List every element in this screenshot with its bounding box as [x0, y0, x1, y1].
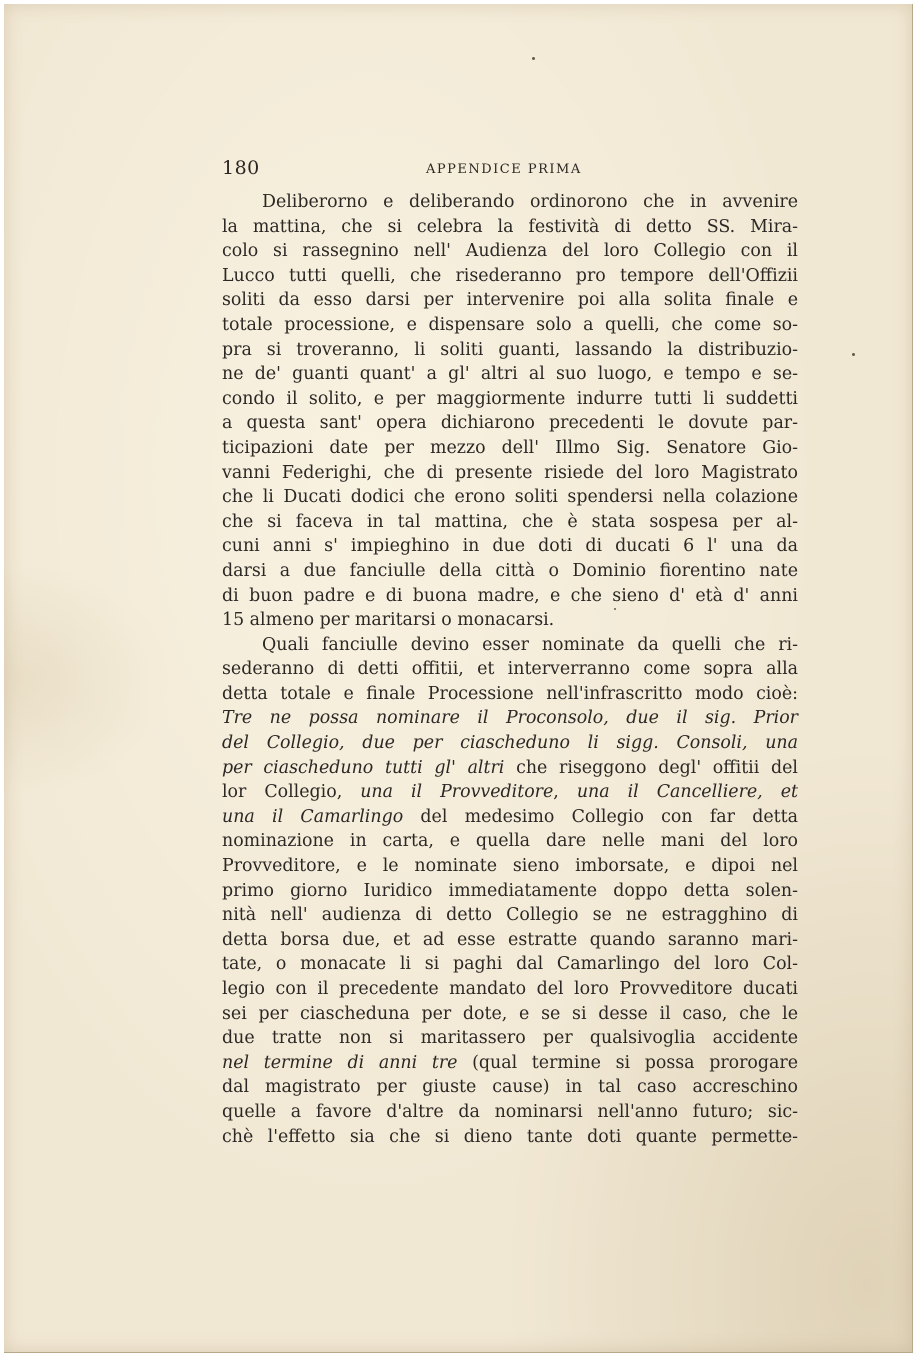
text-line: chè l'effetto sia che si dieno tante doti quante permette- — [222, 1126, 798, 1147]
page-number: 180 — [222, 157, 260, 179]
text-line: Tre ne possa nominare il Proconsolo, due il sig. Prior — [222, 708, 798, 729]
text-line: dal magistrato per giuste cause) in tal caso accreschino — [222, 1077, 798, 1098]
text-line: per ciascheduno tutti gl' altri che riseggono degl' offitii del — [222, 757, 798, 778]
text-line: Quali fanciulle devino esser nominate da quelli che ri- — [262, 634, 798, 655]
text-line: ticipazioni date per mezzo dell' Illmo Sig. Senatore Gio- — [222, 437, 798, 458]
text-line: condo il solito, e per maggiormente indurre tutti li suddetti — [222, 388, 798, 409]
text-line: nominazione in carta, e quella dare nelle mani del loro — [222, 831, 798, 852]
paper-speck — [852, 353, 855, 356]
text-line: detta borsa due, et ad esse estratte quando saranno mari- — [222, 929, 798, 950]
running-header — [222, 154, 800, 184]
text-line: Deliberorno e deliberando ordinorono che in avvenire — [262, 192, 798, 212]
text-line: che si faceva in tal mattina, che è stata sospesa per al- — [222, 511, 798, 532]
text-line: tate, o monacate li si paghi dal Camarlingo del loro Col- — [222, 954, 798, 975]
text-line: primo giorno Iuridico immediatamente doppo detta solen- — [222, 880, 798, 901]
text-line: due tratte non si maritassero per qualsivoglia accidente — [222, 1028, 798, 1049]
text-line: pra si troveranno, li soliti guanti, lassando la distribuzio- — [222, 339, 798, 360]
text-line: colo si rassegnino nell' Audienza del loro Collegio con il — [222, 241, 798, 262]
text-line: nel termine di anni tre (qual termine si possa prorogare — [222, 1052, 798, 1073]
text-line: soliti da esso darsi per intervenire poi alla solita finale e — [222, 290, 798, 311]
text-line: 15 almeno per maritarsi o monacarsi. — [222, 610, 555, 631]
text-line: sei per ciascheduna per dote, e se si desse il caso, che le — [222, 1003, 798, 1024]
text-line: nità nell' audienza di detto Collegio se ne estragghino di — [222, 905, 798, 926]
text-line: darsi a due fanciulle della città o Dominio fiorentino nate — [222, 560, 798, 581]
paper-speck — [614, 608, 616, 610]
book-page — [4, 4, 913, 1353]
text-line: ne de' guanti quant' a gl' altri al suo luogo, e tempo e se- — [222, 364, 798, 385]
text-line: che li Ducati dodici che erono soliti spendersi nella colazione — [222, 487, 798, 508]
text-line: Lucco tutti quelli, che risederanno pro tempore dell'Offizii — [222, 265, 798, 286]
text-line: la mattina, che si celebra la festività di detto SS. Mira- — [222, 216, 798, 237]
text-line: del Collegio, due per ciascheduno li sigg. Consoli, una — [222, 733, 798, 754]
text-line: legio con il precedente mandato del loro Provveditore ducati — [222, 979, 798, 999]
text-line: totale processione, e dispensare solo a quelli, che come so- — [222, 314, 798, 335]
text-line: a questa sant' opera dichiarono precedenti le dovute par- — [222, 413, 798, 434]
text-line: di buon padre e di buona madre, e che sieno d' età d' anni — [222, 585, 798, 606]
text-line: sederanno di detti offitii, et interverranno come sopra alla — [222, 659, 798, 680]
text-line: quelle a favore d'altre da nominarsi nell'anno futuro; sic- — [222, 1101, 798, 1122]
text-line: detta totale e finale Processione nell'infrascritto modo cioè: — [222, 683, 798, 704]
paper-speck — [532, 57, 535, 60]
text-line: una il Camarlingo del medesimo Collegio con far detta — [222, 806, 798, 827]
text-line: cuni anni s' impieghino in due doti di ducati 6 l' una da — [222, 536, 798, 557]
text-line: vanni Federighi, che di presente risiede del loro Magistrato — [222, 462, 798, 483]
body-text — [222, 190, 798, 1149]
text-line: lor Collegio, una il Provveditore, una il Cancelliere, et — [222, 782, 798, 803]
text-line: Provveditore, e le nominate sieno imborsate, e dipoi nel — [222, 856, 798, 877]
running-title: APPENDICE PRIMA — [426, 162, 582, 177]
